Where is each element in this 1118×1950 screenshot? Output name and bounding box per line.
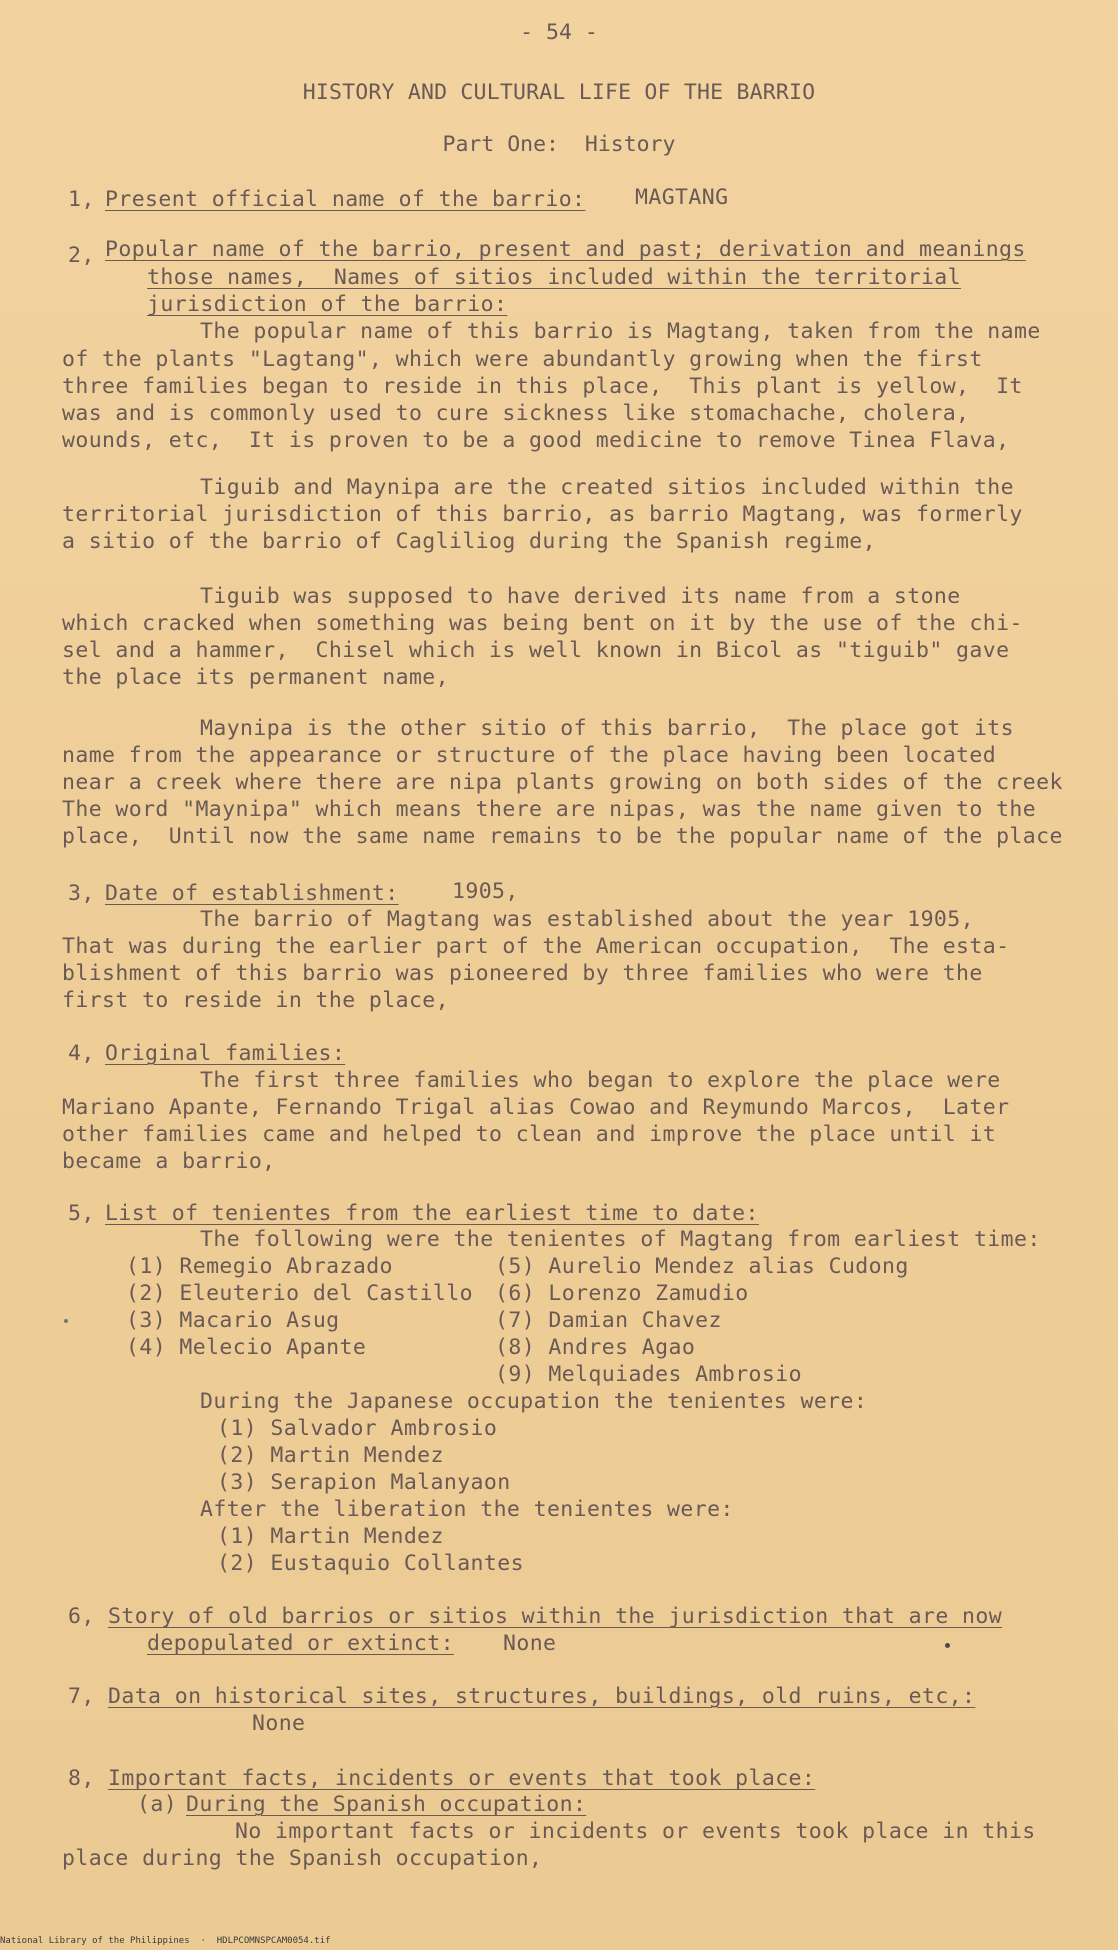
document-subtitle: Part One: History bbox=[442, 132, 676, 157]
q2-p3-line: Tiguib was supposed to have derived its name from a stone bbox=[200, 584, 961, 609]
q1-label: Present official name of the barrio: bbox=[105, 187, 586, 212]
q8-sub-a-label: During the Spanish occupation: bbox=[186, 1792, 587, 1817]
q3-p-line: first to reside in the place, bbox=[62, 988, 449, 1013]
q5-label: List of tenientes from the earliest time to date: bbox=[105, 1201, 759, 1226]
q2-p1-line: wounds, etc, It is proven to be a good medicine to remove Tinea Flava, bbox=[62, 428, 1010, 453]
q5-japanese-intro: During the Japanese occupation the tenientes were: bbox=[200, 1389, 868, 1414]
q2-label-line-2: those names, Names of sitios included within the territorial bbox=[147, 265, 961, 290]
q4-p-line: other families came and helped to clean and improve the place until it bbox=[62, 1122, 997, 1147]
teniente-item: (4) Melecio Apante bbox=[126, 1335, 367, 1360]
teniente-item: (2) Eleuterio del Castillo bbox=[126, 1281, 473, 1306]
q2-p4-line: place, Until now the same name remains to be the popular name of the place bbox=[62, 824, 1063, 849]
q8-p-line: No important facts or incidents or events took place in this bbox=[235, 1819, 1036, 1844]
q2-label-line-1: Popular name of the barrio, present and past; derivation and meanings bbox=[105, 237, 1026, 262]
archive-footer: National Library of the Philippines · HDLPCOMNSPCAM0054.tif bbox=[0, 1936, 331, 1946]
q2-p2-line: territorial jurisdiction of this barrio, as barrio Magtang, was formerly bbox=[62, 502, 1023, 527]
q3-p-line: The barrio of Magtang was established about the year 1905, bbox=[200, 907, 974, 932]
q2-p3-line: which cracked when something was being bent on it by the use of the chi- bbox=[62, 611, 1023, 636]
teniente-item: (5) Aurelio Mendez alias Cudong bbox=[495, 1254, 909, 1279]
q1-answer: MAGTANG bbox=[635, 185, 729, 210]
teniente-item: (8) Andres Agao bbox=[495, 1335, 696, 1360]
q3-number: 3, bbox=[68, 881, 95, 906]
q3-answer: 1905, bbox=[452, 879, 519, 904]
q2-p1-line: was and is commonly used to cure sickness like stomachache, cholera, bbox=[62, 401, 970, 426]
q4-p-line: The first three families who began to explore the place were bbox=[200, 1068, 1001, 1093]
q7-number: 7, bbox=[68, 1684, 95, 1709]
teniente-item: (1) Salvador Ambrosio bbox=[217, 1416, 498, 1441]
q2-number: 2, bbox=[68, 243, 95, 268]
q2-p1-line: The popular name of this barrio is Magtang, taken from the name bbox=[200, 319, 1041, 344]
q3-p-line: That was during the earlier part of the American occupation, The esta- bbox=[62, 934, 1010, 959]
q5-intro: The following were the tenientes of Magtang from earliest time: bbox=[200, 1227, 1041, 1252]
q4-p-line: Mariano Apante, Fernando Trigal alias Cowao and Reymundo Marcos, Later bbox=[62, 1095, 1010, 1120]
q7-answer: None bbox=[252, 1711, 306, 1736]
q6-label-line-2: depopulated or extinct: bbox=[147, 1631, 454, 1656]
q4-number: 4, bbox=[68, 1041, 95, 1066]
teniente-item: (1) Remegio Abrazado bbox=[126, 1254, 393, 1279]
q8-label: Important facts, incidents or events that took place: bbox=[108, 1766, 816, 1791]
q3-label: Date of establishment: bbox=[105, 881, 399, 906]
q4-label: Original families: bbox=[105, 1041, 346, 1066]
teniente-item: (2) Eustaquio Collantes bbox=[217, 1551, 524, 1576]
q3-p-line: blishment of this barrio was pioneered by three families who were the bbox=[62, 961, 983, 986]
q2-p1-line: three families began to reside in this place, This plant is yellow, It bbox=[62, 374, 1023, 399]
scan-speck bbox=[945, 1643, 950, 1648]
q7-label: Data on historical sites, structures, buildings, old ruins, etc,: bbox=[108, 1684, 976, 1709]
q8-number: 8, bbox=[68, 1766, 95, 1791]
q2-p4-line: name from the appearance or structure of the place having been located bbox=[62, 743, 997, 768]
q2-p4-line: Maynipa is the other sitio of this barrio, The place got its bbox=[200, 716, 1014, 741]
q2-label-line-3: jurisdiction of the barrio: bbox=[147, 292, 508, 317]
q1-number: 1, bbox=[68, 187, 95, 212]
teniente-item: (6) Lorenzo Zamudio bbox=[495, 1281, 749, 1306]
q5-number: 5, bbox=[68, 1201, 95, 1226]
q2-p2-line: a sitio of the barrio of Cagliliog during the Spanish regime, bbox=[62, 529, 876, 554]
teniente-item: (7) Damian Chavez bbox=[495, 1308, 722, 1333]
teniente-item: (3) Macario Asug bbox=[126, 1308, 340, 1333]
q6-number: 6, bbox=[68, 1604, 95, 1629]
q2-p4-line: near a creek where there are nipa plants growing on both sides of the creek bbox=[62, 770, 1063, 795]
scan-speck bbox=[64, 1319, 68, 1323]
q2-p3-line: sel and a hammer, Chisel which is well known in Bicol as "tiguib" gave bbox=[62, 638, 1010, 663]
q6-answer: None bbox=[503, 1631, 557, 1656]
teniente-item: (3) Serapion Malanyaon bbox=[217, 1470, 511, 1495]
q2-p4-line: The word "Maynipa" which means there are nipas, was the name given to the bbox=[62, 797, 1037, 822]
q5-liberation-intro: After the liberation the tenientes were: bbox=[200, 1497, 734, 1522]
q2-p2-line: Tiguib and Maynipa are the created sitios included within the bbox=[200, 475, 1014, 500]
q2-p3-line: the place its permanent name, bbox=[62, 665, 449, 690]
q8-p-line: place during the Spanish occupation, bbox=[62, 1846, 543, 1871]
q6-label-line-1: Story of old barrios or sitios within the jurisdiction that are now bbox=[108, 1604, 1003, 1629]
q4-p-line: became a barrio, bbox=[62, 1149, 276, 1174]
teniente-item: (2) Martin Mendez bbox=[217, 1443, 444, 1468]
document-title: HISTORY AND CULTURAL LIFE OF THE BARRIO bbox=[302, 80, 816, 105]
teniente-item: (1) Martin Mendez bbox=[217, 1524, 444, 1549]
teniente-item: (9) Melquiades Ambrosio bbox=[495, 1362, 802, 1387]
q8-sub-a-number: (a) bbox=[137, 1792, 178, 1817]
q2-p1-line: of the plants "Lagtang", which were abundantly growing when the first bbox=[62, 347, 983, 372]
page-number: - 54 - bbox=[520, 20, 598, 45]
